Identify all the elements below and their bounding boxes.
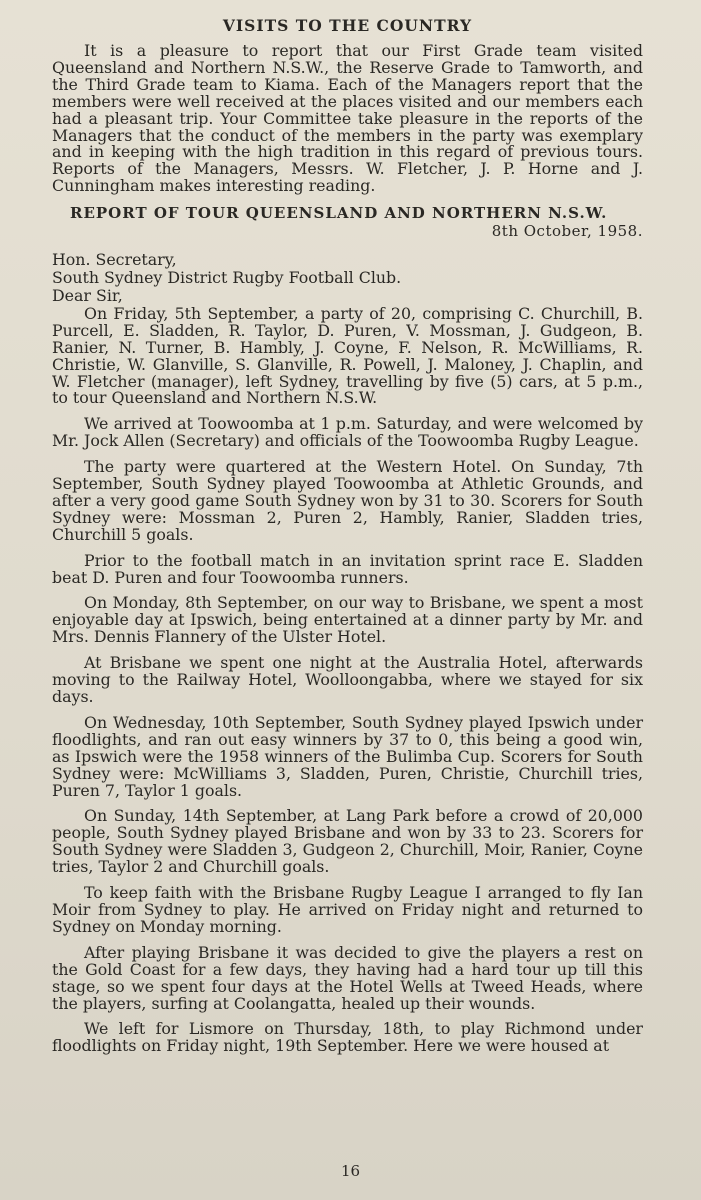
intro-paragraph: It is a pleasure to report that our First Grade team visited Queensland and Northern N.S.W., the Reserve Grade to Tamworth, and the Third Grade team to Kiama. Each of the Managers report that the members were well received at the places visited and our members each had a pleasant trip. Your Committee take pleasure in the reports of the Managers that the conduct of the members in the party was exemplary and in keeping with the high tradition in this regard of previous tours. Reports of the Managers, Messrs. W. Fletcher, J. P. Horne and J. Cunningham makes interesting reading. xyxy=(52,41,643,196)
recipient-line: Hon. Secretary, xyxy=(52,250,177,270)
report-paragraph: The party were quartered at the Western Hotel. On Sunday, 7th September, South Sydney played Toowoomba at Athletic Grounds, and after a very good game South Sydney won by 31 to 30. Scorers for South Sydney were: Mossman 2, Puren 2, Hambly, Ranier, Sladden tries, Churchill 5 goals. xyxy=(52,457,643,544)
report-paragraph: After playing Brisbane it was decided to give the players a rest on the Gold Coast for a few days, they having had a hard tour up till this stage, so we spent four days at the Hotel Wells at Tweed Heads, where the players, surfing at Coolangatta, healed up their wounds. xyxy=(52,942,643,1013)
page-number: 16 xyxy=(340,1162,361,1180)
report-paragraph: On Friday, 5th September, a party of 20, comprising C. Churchill, B. Purcell, E. Sladden, R. Taylor, D. Puren, V. Mossman, J. Gudgeon, B. Ranier, N. Turner, B. Hambly, J. Coyne, F. Nelson, R. McWilliams, R. Christie, W. Glanville, S. Glanville, R. Powell, J. Maloney, J. Chaplin, and W. Fletcher (manager), left Sydney, travelling by five (5) cars, at 5 p.m., to tour Queensland and Northern N.S.W. xyxy=(52,303,643,408)
report-paragraph: We left for Lismore on Thursday, 18th, to play Richmond under floodlights on Friday night, 19th September. Here we were housed at xyxy=(52,1019,643,1056)
salutation: Dear Sir, xyxy=(52,285,123,305)
report-paragraph: On Monday, 8th September, on our way to Brisbane, we spent a most enjoyable day at Ipswich, being entertained at a dinner party by Mr. and Mrs. Dennis Flannery of the Ulster Hotel. xyxy=(52,593,643,647)
report-paragraph: We arrived at Toowoomba at 1 p.m. Saturday, and were welcomed by Mr. Jock Allen (Secretary) and officials of the Toowoomba Rugby League. xyxy=(52,414,643,451)
report-paragraph: To keep faith with the Brisbane Rugby League I arranged to fly Ian Moir from Sydney to play. He arrived on Friday night and returned to Sydney on Monday morning. xyxy=(52,883,643,936)
report-paragraph: On Wednesday, 10th September, South Sydney played Ipswich under floodlights, and ran out easy winners by 37 to 0, this being a good win, as Ipswich were the 1958 winners of the Bulimba Cup. Scorers for South Sydney were: McWilliams 3, Sladden, Puren, Christie, Churchill tries, Puren 7, Taylor 1 goals. xyxy=(52,712,643,800)
report-date: 8th October, 1958. xyxy=(491,222,643,241)
report-paragraph: On Sunday, 14th September, at Lang Park before a crowd of 20,000 people, South Sydney played Brisbane and won by 33 to 23. Scorers for South Sydney were Sladden 3, Gudgeon 2, Churchill, Moir, Ranier, Coyne tries, Taylor 2 and Churchill goals. xyxy=(52,806,643,877)
report-title: REPORT OF TOUR QUEENSLAND AND NORTHERN N.S.W. xyxy=(70,204,608,223)
report-paragraph: Prior to the football match in an invitation sprint race E. Sladden beat D. Puren and four Toowoomba runners. xyxy=(52,550,643,587)
section-heading: VISITS TO THE COUNTRY xyxy=(222,16,473,35)
recipient-club: South Sydney District Rugby Football Club. xyxy=(52,268,402,288)
report-paragraph: At Brisbane we spent one night at the Australia Hotel, afterwards moving to the Railway Hotel, Woolloongabba, where we stayed for six days. xyxy=(52,653,643,706)
